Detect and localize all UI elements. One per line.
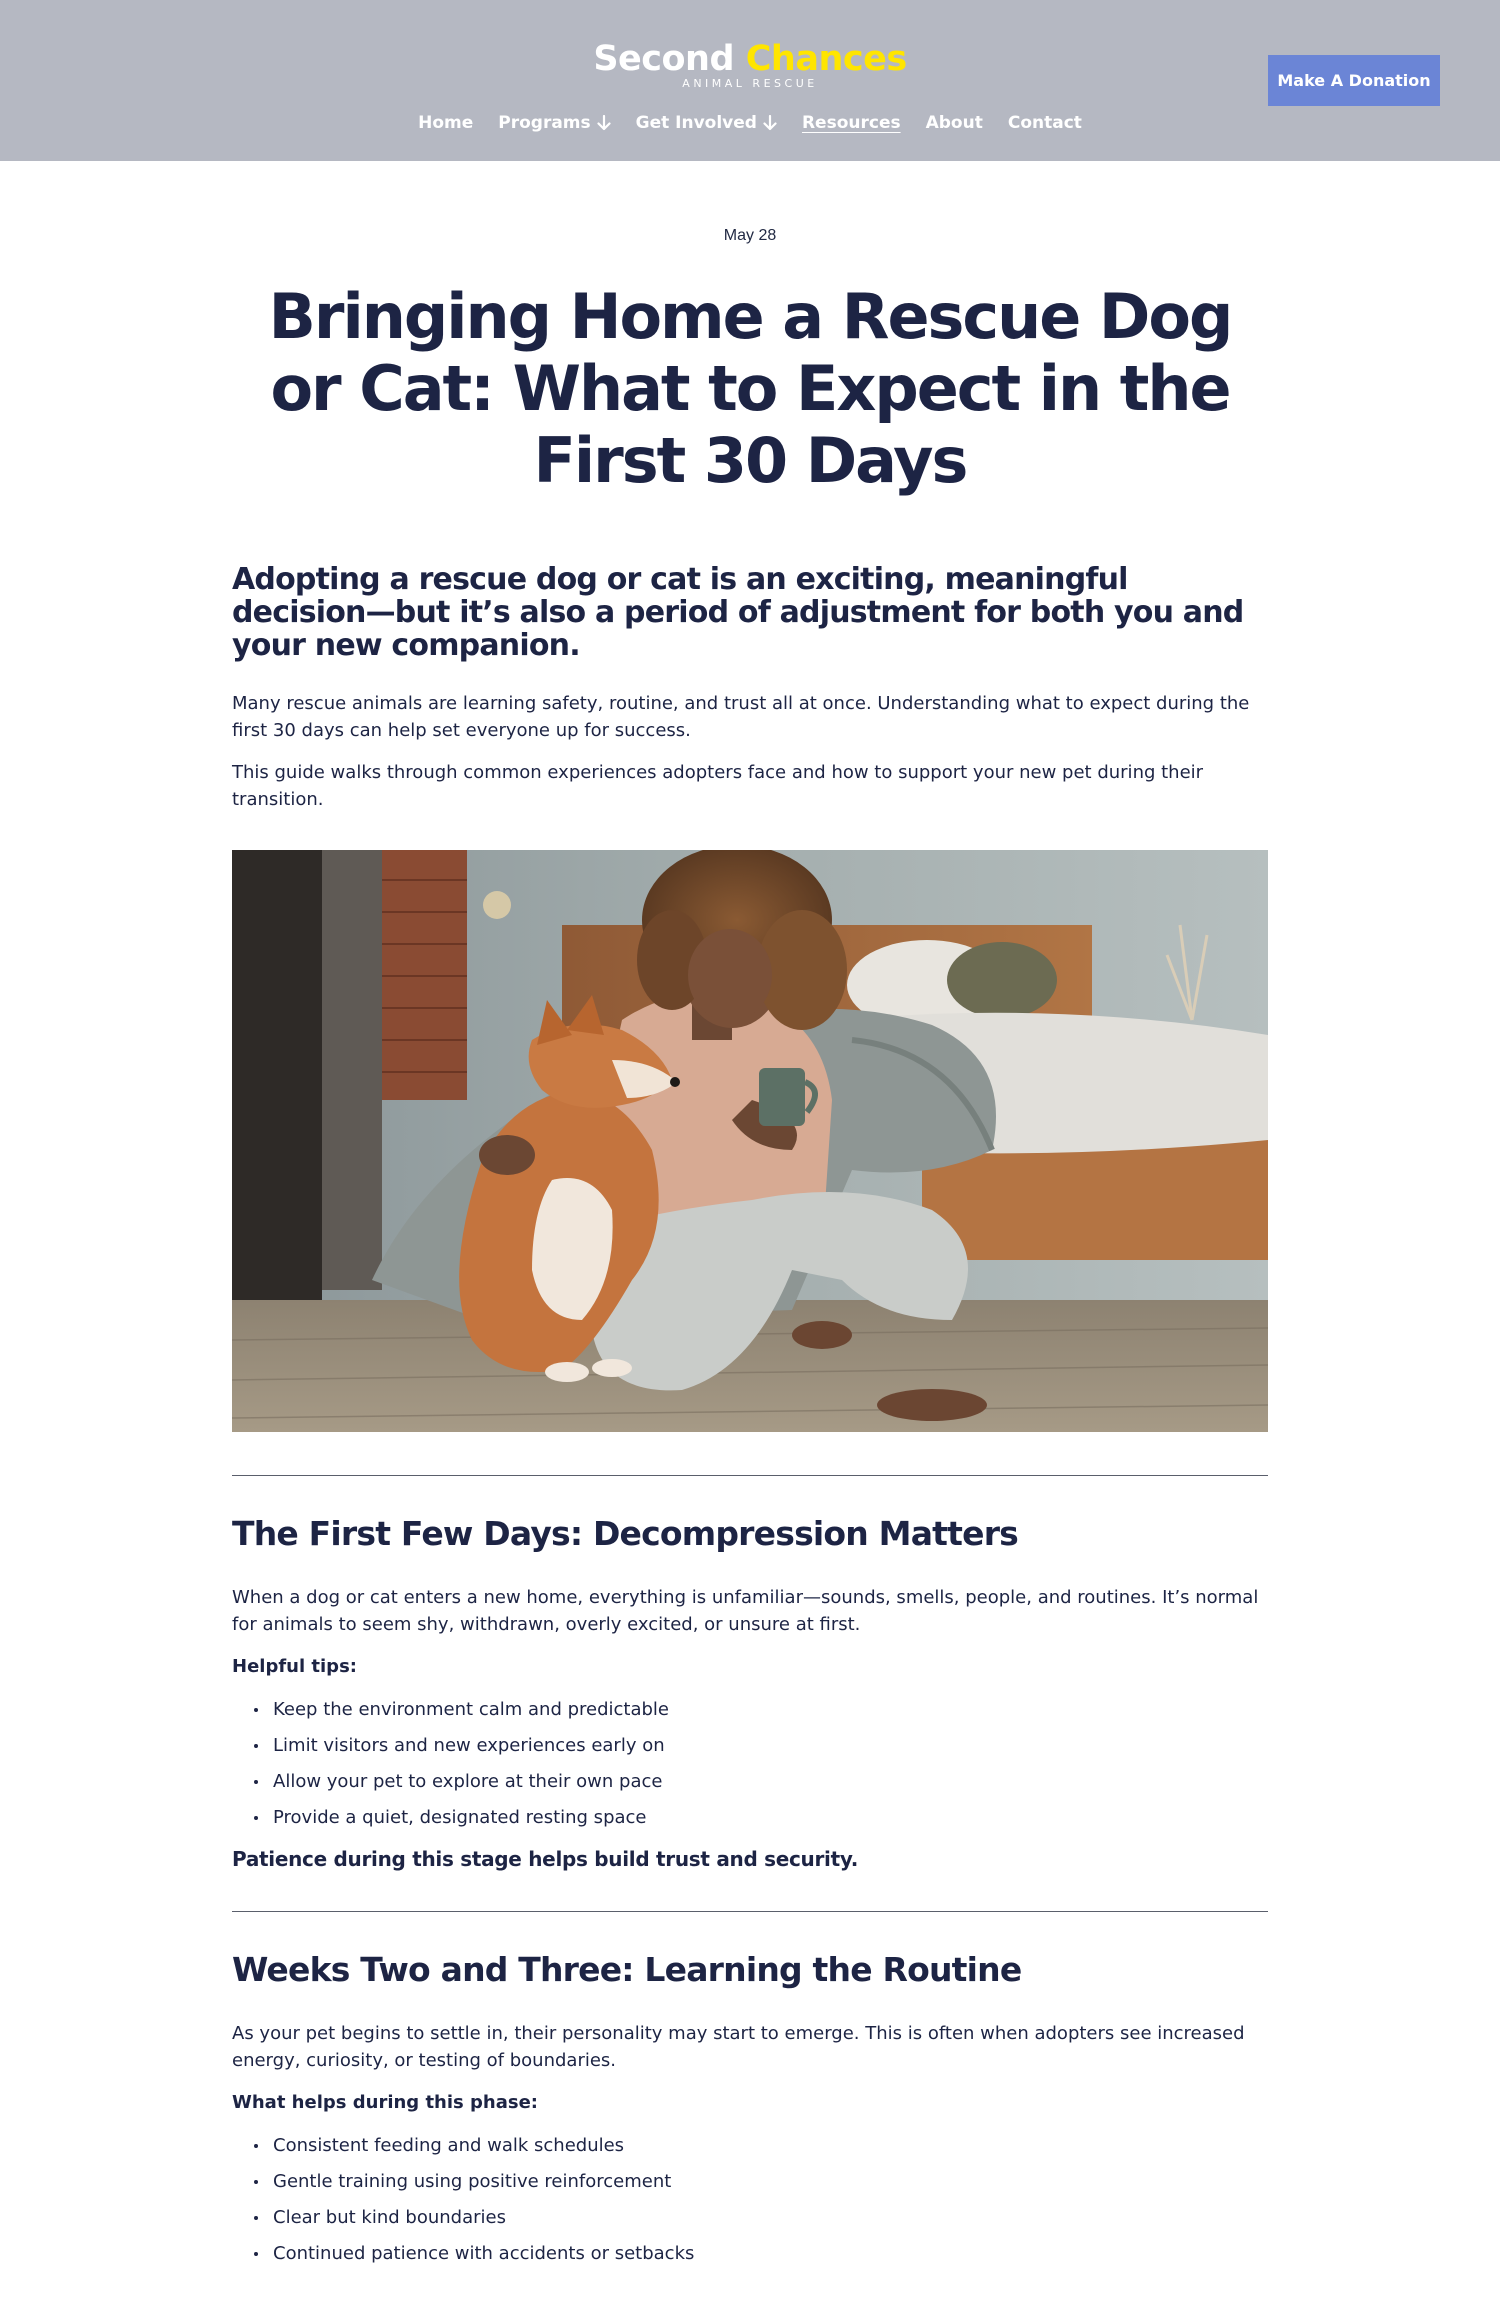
logo-word-second: Second [593,39,735,79]
nav-item-label: Contact [1007,113,1082,133]
intro-paragraph: Many rescue animals are learning safety, routine, and trust all at once. Understanding what to expect during the first 30 days can help set everyone up for success. [232,693,1250,741]
article-lead: Adopting a rescue dog or cat is an exciting, meaningful decision—but it’s also a period of adjustment for both you and your new companion. [232,562,1244,663]
article [232,161,1268,2267]
hero-image [232,850,1268,1432]
section-closing: Patience during this stage helps build trust and security. [232,1847,859,1871]
nav-item-label: Home [418,113,474,133]
list-item: Provide a quiet, designated resting space [254,1804,1268,1831]
nav-item-label: Resources [801,113,901,133]
list-label: Helpful tips: [232,1656,357,1677]
section-divider [232,1911,1268,1912]
page-title: Bringing Home a Rescue Dog or Cat: What to Expect in the First 30 Days [268,280,1232,497]
post-date: May 28 [723,227,777,244]
list-item: Continued patience with accidents or setbacks [254,2240,1268,2267]
site-header [0,0,1500,161]
nav-item-about[interactable] [926,113,983,133]
section-paragraph: When a dog or cat enters a new home, everything is unfamiliar—sounds, smells, people, and routines. It’s normal for animals to seem shy, withdrawn, overly excited, or unsure at first. [232,1587,1259,1635]
main-nav [0,113,1500,133]
intro-paragraph: This guide walks through common experiences adopters face and how to support your new pet during their transition. [232,762,1204,810]
arrow-down-icon [763,115,777,131]
list-item: Keep the environment calm and predictable [254,1696,1268,1723]
list-item: Clear but kind boundaries [254,2204,1268,2231]
section-divider [232,1475,1268,1476]
list-item: Limit visitors and new experiences early on [254,1732,1268,1759]
list-item: Gentle training using positive reinforcement [254,2168,1268,2195]
list-label: What helps during this phase: [232,2092,538,2113]
logo-word-chances: Chances [745,39,907,79]
section-paragraph: As your pet begins to settle in, their personality may start to emerge. This is often when adopters see increased energy, curiosity, or testing of boundaries. [232,2023,1245,2071]
list-item: Allow your pet to explore at their own pace [254,1768,1268,1795]
tips-list [232,1696,1268,1831]
section-heading: Weeks Two and Three: Learning the Routine [232,1950,1022,1989]
list-item: Consistent feeding and walk schedules [254,2132,1268,2159]
nav-item-contact[interactable] [1008,113,1082,133]
nav-item-get-involved[interactable] [636,113,777,133]
section-weeks-two-three [232,1950,1268,2267]
nav-item-resources[interactable] [802,113,901,133]
nav-item-label: Get Involved [635,113,757,133]
donate-button[interactable]: Make A Donation [1268,55,1440,106]
nav-item-label: About [925,113,983,133]
nav-item-programs[interactable] [498,113,610,133]
tips-list [232,2132,1268,2267]
nav-item-label: Programs [498,113,591,133]
arrow-down-icon [597,115,611,131]
section-heading: The First Few Days: Decompression Matters [232,1514,1019,1553]
logo-tagline: ANIMAL RESCUE [682,77,818,90]
nav-item-home[interactable] [418,113,473,133]
section-first-few-days [232,1514,1268,1873]
